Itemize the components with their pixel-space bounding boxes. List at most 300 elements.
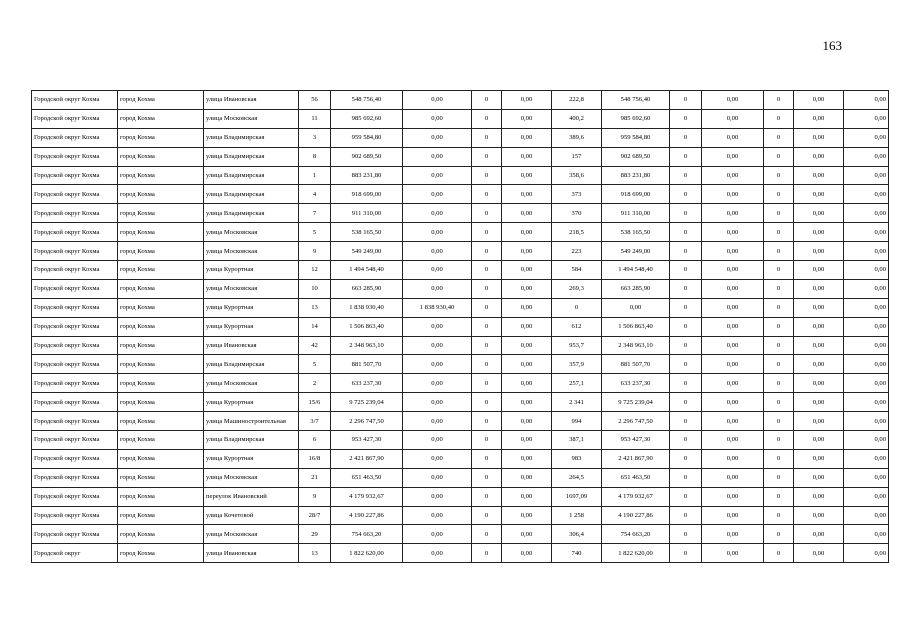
- table-row: [32, 261, 889, 280]
- settlement-cell: город Кохма: [118, 506, 204, 525]
- total-cost-cell: 754 663,20: [331, 525, 403, 544]
- count-cell: 0: [670, 261, 702, 280]
- cost-cell: 4 179 932,67: [602, 487, 670, 506]
- cost-cell: 0,00: [403, 506, 472, 525]
- settlement-cell: город Кохма: [118, 147, 204, 166]
- count-cell: 0: [764, 449, 794, 468]
- house-number-cell: 3: [299, 128, 331, 147]
- amount-cell: 0,00: [702, 166, 764, 185]
- municipality-cell: Городской округ Кохма: [32, 506, 118, 525]
- municipality-cell: Городской округ Кохма: [32, 431, 118, 450]
- amount-cell: 0,00: [794, 128, 844, 147]
- settlement-cell: город Кохма: [118, 355, 204, 374]
- settlement-cell: город Кохма: [118, 242, 204, 261]
- amount-cell: 0,00: [844, 412, 889, 431]
- amount-cell: 0,00: [794, 166, 844, 185]
- house-number-cell: 8: [299, 147, 331, 166]
- municipality-cell: Городской округ Кохма: [32, 374, 118, 393]
- amount-cell: 0,00: [702, 242, 764, 261]
- count-cell: 0: [670, 109, 702, 128]
- cost-cell: 959 584,80: [602, 128, 670, 147]
- municipality-cell: Городской округ Кохма: [32, 204, 118, 223]
- area-cell: 953,7: [552, 336, 602, 355]
- count-cell: 0: [472, 506, 502, 525]
- amount-cell: 0,00: [794, 242, 844, 261]
- settlement-cell: город Кохма: [118, 487, 204, 506]
- settlement-cell: город Кохма: [118, 393, 204, 412]
- house-number-cell: 5: [299, 223, 331, 242]
- cost-cell: 0,00: [403, 431, 472, 450]
- count-cell: 0: [670, 506, 702, 525]
- municipality-cell: Городской округ Кохма: [32, 261, 118, 280]
- amount-cell: 0,00: [702, 298, 764, 317]
- amount-cell: 0,00: [844, 298, 889, 317]
- amount-cell: 0,00: [702, 109, 764, 128]
- amount-cell: 0,00: [844, 393, 889, 412]
- house-number-cell: 6: [299, 431, 331, 450]
- municipality-cell: Городской округ Кохма: [32, 185, 118, 204]
- count-cell: 0: [472, 393, 502, 412]
- count-cell: 0: [764, 525, 794, 544]
- street-cell: улица Курортная: [204, 393, 299, 412]
- total-cost-cell: 1 494 548,40: [331, 261, 403, 280]
- settlement-cell: город Кохма: [118, 109, 204, 128]
- table-row: [32, 336, 889, 355]
- house-number-cell: 42: [299, 336, 331, 355]
- settlement-cell: город Кохма: [118, 185, 204, 204]
- table-row: [32, 166, 889, 185]
- table-row: [32, 185, 889, 204]
- count-cell: 0: [472, 298, 502, 317]
- area-cell: 0: [552, 298, 602, 317]
- amount-cell: 0,00: [794, 487, 844, 506]
- amount-cell: 0,00: [502, 185, 552, 204]
- count-cell: 0: [670, 431, 702, 450]
- house-number-cell: 16/8: [299, 449, 331, 468]
- area-cell: 257,1: [552, 374, 602, 393]
- street-cell: улица Курортная: [204, 317, 299, 336]
- count-cell: 0: [472, 261, 502, 280]
- cost-cell: 0,00: [403, 317, 472, 336]
- amount-cell: 0,00: [794, 336, 844, 355]
- municipality-cell: Городской округ Кохма: [32, 449, 118, 468]
- count-cell: 0: [670, 336, 702, 355]
- count-cell: 0: [670, 279, 702, 298]
- amount-cell: 0,00: [844, 468, 889, 487]
- count-cell: 0: [764, 468, 794, 487]
- area-cell: 584: [552, 261, 602, 280]
- street-cell: улица Курортная: [204, 261, 299, 280]
- area-cell: 1 258: [552, 506, 602, 525]
- amount-cell: 0,00: [794, 393, 844, 412]
- settlement-cell: город Кохма: [118, 261, 204, 280]
- amount-cell: 0,00: [794, 431, 844, 450]
- amount-cell: 0,00: [502, 525, 552, 544]
- area-cell: 1697,09: [552, 487, 602, 506]
- count-cell: 0: [764, 431, 794, 450]
- cost-cell: 985 692,60: [602, 109, 670, 128]
- amount-cell: 0,00: [844, 317, 889, 336]
- house-number-cell: 12: [299, 261, 331, 280]
- count-cell: 0: [472, 468, 502, 487]
- cost-cell: 2 421 867,90: [602, 449, 670, 468]
- table-row: [32, 91, 889, 110]
- amount-cell: 0,00: [702, 355, 764, 374]
- street-cell: улица Московская: [204, 242, 299, 261]
- count-cell: 0: [764, 317, 794, 336]
- street-cell: улица Владимирская: [204, 147, 299, 166]
- amount-cell: 0,00: [502, 506, 552, 525]
- amount-cell: 0,00: [844, 261, 889, 280]
- street-cell: улица Владимирская: [204, 204, 299, 223]
- table-row: [32, 128, 889, 147]
- street-cell: улица Курортная: [204, 449, 299, 468]
- area-cell: 370: [552, 204, 602, 223]
- amount-cell: 0,00: [502, 336, 552, 355]
- count-cell: 0: [764, 336, 794, 355]
- cost-cell: 918 699,00: [602, 185, 670, 204]
- total-cost-cell: 633 237,30: [331, 374, 403, 393]
- municipality-cell: Городской округ Кохма: [32, 223, 118, 242]
- count-cell: 0: [670, 166, 702, 185]
- cost-cell: 0,00: [602, 298, 670, 317]
- amount-cell: 0,00: [502, 261, 552, 280]
- amount-cell: 0,00: [794, 355, 844, 374]
- total-cost-cell: 549 249,00: [331, 242, 403, 261]
- municipality-cell: Городской округ Кохма: [32, 109, 118, 128]
- municipality-cell: Городской округ Кохма: [32, 128, 118, 147]
- amount-cell: 0,00: [702, 279, 764, 298]
- table-row: [32, 506, 889, 525]
- amount-cell: 0,00: [794, 544, 844, 563]
- table-row: [32, 298, 889, 317]
- cost-cell: 0,00: [403, 166, 472, 185]
- count-cell: 0: [472, 487, 502, 506]
- cost-cell: 1 506 863,40: [602, 317, 670, 336]
- house-number-cell: 21: [299, 468, 331, 487]
- amount-cell: 0,00: [502, 374, 552, 393]
- count-cell: 0: [472, 91, 502, 110]
- amount-cell: 0,00: [702, 506, 764, 525]
- cost-cell: 0,00: [403, 204, 472, 223]
- count-cell: 0: [670, 242, 702, 261]
- count-cell: 0: [764, 261, 794, 280]
- amount-cell: 0,00: [702, 223, 764, 242]
- total-cost-cell: 1 822 620,00: [331, 544, 403, 563]
- cost-cell: 1 494 548,40: [602, 261, 670, 280]
- amount-cell: 0,00: [844, 242, 889, 261]
- amount-cell: 0,00: [502, 487, 552, 506]
- amount-cell: 0,00: [794, 147, 844, 166]
- cost-cell: 754 663,20: [602, 525, 670, 544]
- amount-cell: 0,00: [502, 317, 552, 336]
- house-number-cell: 9: [299, 242, 331, 261]
- area-cell: 264,5: [552, 468, 602, 487]
- area-cell: 387,1: [552, 431, 602, 450]
- street-cell: улица Ивановская: [204, 544, 299, 563]
- count-cell: 0: [472, 147, 502, 166]
- house-number-cell: 13: [299, 298, 331, 317]
- house-number-cell: 9: [299, 487, 331, 506]
- total-cost-cell: 985 692,60: [331, 109, 403, 128]
- amount-cell: 0,00: [502, 449, 552, 468]
- cost-cell: 0,00: [403, 449, 472, 468]
- total-cost-cell: 1 506 863,40: [331, 317, 403, 336]
- municipality-cell: Городской округ Кохма: [32, 298, 118, 317]
- count-cell: 0: [764, 166, 794, 185]
- count-cell: 0: [764, 487, 794, 506]
- settlement-cell: город Кохма: [118, 449, 204, 468]
- amount-cell: 0,00: [502, 242, 552, 261]
- amount-cell: 0,00: [702, 468, 764, 487]
- amount-cell: 0,00: [794, 298, 844, 317]
- amount-cell: 0,00: [844, 223, 889, 242]
- count-cell: 0: [764, 544, 794, 563]
- amount-cell: 0,00: [794, 109, 844, 128]
- amount-cell: 0,00: [502, 166, 552, 185]
- amount-cell: 0,00: [702, 487, 764, 506]
- amount-cell: 0,00: [844, 506, 889, 525]
- cost-cell: 538 165,50: [602, 223, 670, 242]
- cost-cell: 0,00: [403, 91, 472, 110]
- table-row: [32, 374, 889, 393]
- table-row: [32, 279, 889, 298]
- amount-cell: 0,00: [502, 355, 552, 374]
- amount-cell: 0,00: [844, 147, 889, 166]
- count-cell: 0: [472, 242, 502, 261]
- amount-cell: 0,00: [702, 374, 764, 393]
- count-cell: 0: [764, 204, 794, 223]
- count-cell: 0: [472, 525, 502, 544]
- settlement-cell: город Кохма: [118, 431, 204, 450]
- total-cost-cell: 902 689,50: [331, 147, 403, 166]
- house-number-cell: 28/7: [299, 506, 331, 525]
- amount-cell: 0,00: [702, 393, 764, 412]
- count-cell: 0: [670, 487, 702, 506]
- total-cost-cell: 2 348 963,10: [331, 336, 403, 355]
- amount-cell: 0,00: [702, 147, 764, 166]
- page-number: 163: [822, 38, 842, 53]
- amount-cell: 0,00: [794, 506, 844, 525]
- cost-cell: 4 190 227,86: [602, 506, 670, 525]
- count-cell: 0: [472, 204, 502, 223]
- count-cell: 0: [670, 204, 702, 223]
- area-cell: 306,4: [552, 525, 602, 544]
- table-row: [32, 393, 889, 412]
- data-table: [31, 90, 889, 563]
- count-cell: 0: [764, 91, 794, 110]
- area-cell: 157: [552, 147, 602, 166]
- count-cell: 0: [670, 525, 702, 544]
- street-cell: улица Владимирская: [204, 166, 299, 185]
- table-row: [32, 355, 889, 374]
- count-cell: 0: [670, 393, 702, 412]
- amount-cell: 0,00: [794, 204, 844, 223]
- cost-cell: 0,00: [403, 109, 472, 128]
- amount-cell: 0,00: [502, 412, 552, 431]
- area-cell: 358,6: [552, 166, 602, 185]
- total-cost-cell: 881 507,70: [331, 355, 403, 374]
- amount-cell: 0,00: [702, 336, 764, 355]
- amount-cell: 0,00: [844, 279, 889, 298]
- house-number-cell: 56: [299, 91, 331, 110]
- cost-cell: 0,00: [403, 336, 472, 355]
- count-cell: 0: [472, 166, 502, 185]
- street-cell: улица Машиностроительная: [204, 412, 299, 431]
- amount-cell: 0,00: [794, 317, 844, 336]
- area-cell: 223: [552, 242, 602, 261]
- total-cost-cell: 883 231,80: [331, 166, 403, 185]
- amount-cell: 0,00: [794, 223, 844, 242]
- amount-cell: 0,00: [702, 128, 764, 147]
- municipality-cell: Городской округ Кохма: [32, 336, 118, 355]
- house-number-cell: 11: [299, 109, 331, 128]
- table-row: [32, 487, 889, 506]
- street-cell: переулок Ивановский: [204, 487, 299, 506]
- total-cost-cell: 4 179 932,67: [331, 487, 403, 506]
- count-cell: 0: [764, 412, 794, 431]
- total-cost-cell: 663 285,90: [331, 279, 403, 298]
- table-row: [32, 147, 889, 166]
- settlement-cell: город Кохма: [118, 204, 204, 223]
- street-cell: улица Владимирская: [204, 185, 299, 204]
- amount-cell: 0,00: [502, 468, 552, 487]
- amount-cell: 0,00: [844, 166, 889, 185]
- amount-cell: 0,00: [702, 449, 764, 468]
- amount-cell: 0,00: [794, 412, 844, 431]
- count-cell: 0: [764, 242, 794, 261]
- area-cell: 400,2: [552, 109, 602, 128]
- table-row: [32, 525, 889, 544]
- count-cell: 0: [670, 468, 702, 487]
- count-cell: 0: [764, 128, 794, 147]
- settlement-cell: город Кохма: [118, 336, 204, 355]
- amount-cell: 0,00: [844, 431, 889, 450]
- amount-cell: 0,00: [502, 223, 552, 242]
- total-cost-cell: 9 725 239,04: [331, 393, 403, 412]
- cost-cell: 881 507,70: [602, 355, 670, 374]
- count-cell: 0: [670, 355, 702, 374]
- area-cell: 389,6: [552, 128, 602, 147]
- table-row: [32, 468, 889, 487]
- street-cell: улица Курортная: [204, 298, 299, 317]
- count-cell: 0: [764, 279, 794, 298]
- street-cell: улица Московская: [204, 374, 299, 393]
- table-row: [32, 544, 889, 563]
- table-row: [32, 431, 889, 450]
- municipality-cell: Городской округ Кохма: [32, 166, 118, 185]
- count-cell: 0: [472, 412, 502, 431]
- table-row: [32, 449, 889, 468]
- house-number-cell: 29: [299, 525, 331, 544]
- cost-cell: 883 231,80: [602, 166, 670, 185]
- cost-cell: 0,00: [403, 544, 472, 563]
- total-cost-cell: 538 165,50: [331, 223, 403, 242]
- count-cell: 0: [472, 223, 502, 242]
- house-number-cell: 7: [299, 204, 331, 223]
- area-cell: 269,3: [552, 279, 602, 298]
- count-cell: 0: [670, 185, 702, 204]
- count-cell: 0: [670, 147, 702, 166]
- cost-cell: 0,00: [403, 261, 472, 280]
- count-cell: 0: [670, 298, 702, 317]
- amount-cell: 0,00: [844, 109, 889, 128]
- table-row: [32, 109, 889, 128]
- settlement-cell: город Кохма: [118, 544, 204, 563]
- municipality-cell: Городской округ Кохма: [32, 242, 118, 261]
- amount-cell: 0,00: [844, 487, 889, 506]
- count-cell: 0: [764, 185, 794, 204]
- amount-cell: 0,00: [844, 204, 889, 223]
- street-cell: улица Московская: [204, 109, 299, 128]
- count-cell: 0: [670, 91, 702, 110]
- amount-cell: 0,00: [844, 525, 889, 544]
- count-cell: 0: [764, 506, 794, 525]
- cost-cell: 633 237,30: [602, 374, 670, 393]
- amount-cell: 0,00: [794, 468, 844, 487]
- amount-cell: 0,00: [794, 261, 844, 280]
- count-cell: 0: [472, 374, 502, 393]
- cost-cell: 0,00: [403, 525, 472, 544]
- area-cell: 222,8: [552, 91, 602, 110]
- count-cell: 0: [472, 279, 502, 298]
- count-cell: 0: [472, 544, 502, 563]
- amount-cell: 0,00: [702, 185, 764, 204]
- street-cell: улица Владимирская: [204, 128, 299, 147]
- settlement-cell: город Кохма: [118, 279, 204, 298]
- table-row: [32, 317, 889, 336]
- area-cell: 612: [552, 317, 602, 336]
- count-cell: 0: [764, 355, 794, 374]
- total-cost-cell: 651 463,50: [331, 468, 403, 487]
- settlement-cell: город Кохма: [118, 128, 204, 147]
- house-number-cell: 10: [299, 279, 331, 298]
- amount-cell: 0,00: [794, 279, 844, 298]
- count-cell: 0: [472, 317, 502, 336]
- amount-cell: 0,00: [844, 544, 889, 563]
- count-cell: 0: [670, 374, 702, 393]
- amount-cell: 0,00: [794, 374, 844, 393]
- settlement-cell: город Кохма: [118, 412, 204, 431]
- amount-cell: 0,00: [844, 449, 889, 468]
- table-row: [32, 204, 889, 223]
- amount-cell: 0,00: [502, 279, 552, 298]
- cost-cell: 0,00: [403, 393, 472, 412]
- amount-cell: 0,00: [844, 128, 889, 147]
- cost-cell: 0,00: [403, 223, 472, 242]
- street-cell: улица Московская: [204, 525, 299, 544]
- amount-cell: 0,00: [844, 91, 889, 110]
- area-cell: 357,9: [552, 355, 602, 374]
- cost-cell: 0,00: [403, 355, 472, 374]
- amount-cell: 0,00: [502, 544, 552, 563]
- municipality-cell: Городской округ Кохма: [32, 317, 118, 336]
- amount-cell: 0,00: [844, 336, 889, 355]
- street-cell: улица Владимирская: [204, 431, 299, 450]
- cost-cell: 0,00: [403, 242, 472, 261]
- street-cell: улица Московская: [204, 223, 299, 242]
- cost-cell: 9 725 239,04: [602, 393, 670, 412]
- settlement-cell: город Кохма: [118, 223, 204, 242]
- municipality-cell: Городской округ Кохма: [32, 91, 118, 110]
- amount-cell: 0,00: [844, 374, 889, 393]
- count-cell: 0: [472, 185, 502, 204]
- settlement-cell: город Кохма: [118, 298, 204, 317]
- street-cell: улица Московская: [204, 279, 299, 298]
- house-number-cell: 13: [299, 544, 331, 563]
- total-cost-cell: 911 310,00: [331, 204, 403, 223]
- house-number-cell: 4: [299, 185, 331, 204]
